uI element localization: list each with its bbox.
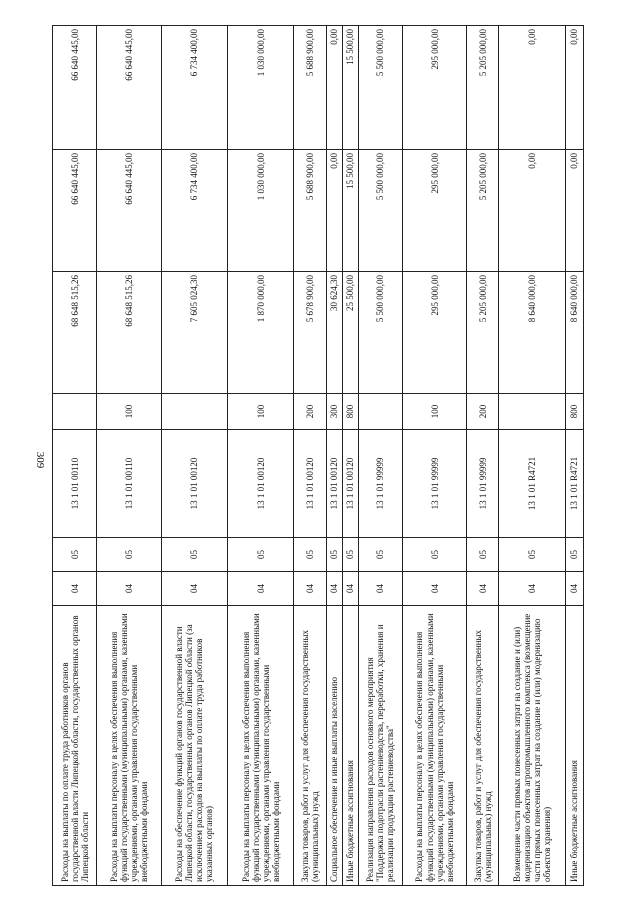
section-code: 04 bbox=[326, 572, 342, 606]
expense-name: Иные бюджетные ассигнования bbox=[342, 606, 358, 886]
amount-3: 66 640 445,00 bbox=[97, 26, 161, 150]
table-row bbox=[358, 26, 402, 886]
table-row bbox=[53, 26, 97, 886]
amount-2: 6 734 400,00 bbox=[161, 150, 227, 272]
amount-1: 295 000,00 bbox=[402, 272, 466, 394]
section-code: 04 bbox=[467, 572, 499, 606]
amount-3: 5 205 000,00 bbox=[467, 26, 499, 150]
subsection-code: 05 bbox=[294, 538, 326, 572]
subsection-code: 05 bbox=[467, 538, 499, 572]
target-article-code: 13 1 01 00120 bbox=[294, 430, 326, 538]
section-code: 04 bbox=[358, 572, 402, 606]
expense-type-code: 100 bbox=[402, 394, 466, 430]
amount-3: 0,00 bbox=[499, 26, 565, 150]
section-code: 04 bbox=[294, 572, 326, 606]
amount-3: 1 030 000,00 bbox=[227, 26, 293, 150]
table-row bbox=[499, 26, 565, 886]
amount-2: 5 500 000,00 bbox=[358, 150, 402, 272]
amount-2: 5 205 000,00 bbox=[467, 150, 499, 272]
amount-2: 66 640 445,00 bbox=[97, 150, 161, 272]
section-code: 04 bbox=[97, 572, 161, 606]
amount-1: 8 640 000,00 bbox=[499, 272, 565, 394]
expense-name: Расходы на выплаты персоналу в целях обеспечения выполнения функций государственными (муниципальными) органами, казенными учреждениями, органами управления государственными внебюджетными фондами bbox=[402, 606, 466, 886]
section-code: 04 bbox=[227, 572, 293, 606]
target-article-code: 13 1 01 R4721 bbox=[565, 430, 583, 538]
target-article-code: 13 1 01 00120 bbox=[227, 430, 293, 538]
subsection-code: 05 bbox=[53, 538, 97, 572]
target-article-code: 13 1 01 00120 bbox=[326, 430, 342, 538]
amount-2: 295 000,00 bbox=[402, 150, 466, 272]
amount-1: 30 624,30 bbox=[326, 272, 342, 394]
amount-2: 0,00 bbox=[499, 150, 565, 272]
table-row bbox=[294, 26, 326, 886]
expense-type-code bbox=[499, 394, 565, 430]
subsection-code: 05 bbox=[499, 538, 565, 572]
amount-3: 15 500,00 bbox=[342, 26, 358, 150]
subsection-code: 05 bbox=[326, 538, 342, 572]
subsection-code: 05 bbox=[227, 538, 293, 572]
amount-2: 0,00 bbox=[565, 150, 583, 272]
section-code: 04 bbox=[161, 572, 227, 606]
expense-name: Закупка товаров, работ и услуг для обеспечения государственных (муниципальных) нужд bbox=[294, 606, 326, 886]
expense-type-code: 200 bbox=[294, 394, 326, 430]
amount-1: 68 648 515,26 bbox=[53, 272, 97, 394]
amount-3: 5 500 000,00 bbox=[358, 26, 402, 150]
target-article-code: 13 1 01 99999 bbox=[358, 430, 402, 538]
table-row bbox=[227, 26, 293, 886]
amount-3: 295 000,00 bbox=[402, 26, 466, 150]
expense-name: Расходы на выплаты по оплате труда работников органов государственной власти Липецкой области, государственных органов Липецкой области bbox=[53, 606, 97, 886]
expense-name: Иные бюджетные ассигнования bbox=[565, 606, 583, 886]
expense-name: Закупка товаров, работ и услуг для обеспечения государственных (муниципальных) нужд bbox=[467, 606, 499, 886]
budget-table-wrapper bbox=[52, 26, 584, 886]
expense-type-code: 200 bbox=[467, 394, 499, 430]
amount-1: 5 205 000,00 bbox=[467, 272, 499, 394]
table-row bbox=[402, 26, 466, 886]
subsection-code: 05 bbox=[358, 538, 402, 572]
table-row bbox=[565, 26, 583, 886]
section-code: 04 bbox=[499, 572, 565, 606]
expense-name: Возмещение части прямых понесенных затрат на создание и (или) модернизацию объектов агропромышленного комплекса (возмещение части прямых понесенных затрат на создание и (или) модернизацию объектов хранения) bbox=[499, 606, 565, 886]
section-code: 04 bbox=[402, 572, 466, 606]
subsection-code: 05 bbox=[565, 538, 583, 572]
budget-table bbox=[52, 25, 584, 886]
page-number: 309 bbox=[34, 451, 46, 469]
expense-type-code bbox=[358, 394, 402, 430]
expense-name: Расходы на выплаты персоналу в целях обеспечения выполнения функций государственными (муниципальными) органами, казенными учреждениями, органами управления государственными внебюджетными фондами bbox=[227, 606, 293, 886]
subsection-code: 05 bbox=[97, 538, 161, 572]
amount-1: 7 605 024,30 bbox=[161, 272, 227, 394]
expense-name: Расходы на обеспечение функций органов государственной власти Липецкой области, государственных органов Липецкой области (за исключением расходов на выплаты по оплате труда работников указанных органов) bbox=[161, 606, 227, 886]
amount-3: 6 734 400,00 bbox=[161, 26, 227, 150]
section-code: 04 bbox=[53, 572, 97, 606]
target-article-code: 13 1 01 00110 bbox=[53, 430, 97, 538]
target-article-code: 13 1 01 00120 bbox=[161, 430, 227, 538]
target-article-code: 13 1 01 99999 bbox=[402, 430, 466, 538]
expense-name: Расходы на выплаты персоналу в целях обеспечения выполнения функций государственными (муниципальными) органами, казенными учреждениями, органами управления государственными внебюджетными фондами bbox=[97, 606, 161, 886]
expense-name: Социальное обеспечение и иные выплаты населению bbox=[326, 606, 342, 886]
amount-1: 5 678 900,00 bbox=[294, 272, 326, 394]
target-article-code: 13 1 01 00110 bbox=[97, 430, 161, 538]
amount-2: 1 030 000,00 bbox=[227, 150, 293, 272]
section-code: 04 bbox=[342, 572, 358, 606]
budget-table-body bbox=[53, 26, 584, 886]
amount-1: 25 500,00 bbox=[342, 272, 358, 394]
subsection-code: 05 bbox=[161, 538, 227, 572]
table-row bbox=[161, 26, 227, 886]
amount-3: 66 640 445,00 bbox=[53, 26, 97, 150]
amount-1: 68 648 515,26 bbox=[97, 272, 161, 394]
target-article-code: 13 1 01 R4721 bbox=[499, 430, 565, 538]
expense-type-code: 800 bbox=[565, 394, 583, 430]
expense-type-code bbox=[53, 394, 97, 430]
target-article-code: 13 1 01 00120 bbox=[342, 430, 358, 538]
target-article-code: 13 1 01 99999 bbox=[467, 430, 499, 538]
amount-3: 0,00 bbox=[326, 26, 342, 150]
table-row bbox=[97, 26, 161, 886]
expense-type-code bbox=[161, 394, 227, 430]
table-row bbox=[467, 26, 499, 886]
amount-3: 5 688 900,00 bbox=[294, 26, 326, 150]
amount-2: 0,00 bbox=[326, 150, 342, 272]
amount-3: 0,00 bbox=[565, 26, 583, 150]
subsection-code: 05 bbox=[342, 538, 358, 572]
expense-type-code: 100 bbox=[227, 394, 293, 430]
subsection-code: 05 bbox=[402, 538, 466, 572]
amount-2: 15 500,00 bbox=[342, 150, 358, 272]
amount-2: 66 640 445,00 bbox=[53, 150, 97, 272]
amount-1: 1 870 000,00 bbox=[227, 272, 293, 394]
amount-1: 5 500 000,00 bbox=[358, 272, 402, 394]
expense-type-code: 800 bbox=[342, 394, 358, 430]
table-row bbox=[326, 26, 342, 886]
amount-1: 8 640 000,00 bbox=[565, 272, 583, 394]
section-code: 04 bbox=[565, 572, 583, 606]
expense-type-code: 300 bbox=[326, 394, 342, 430]
amount-2: 5 688 900,00 bbox=[294, 150, 326, 272]
expense-name: Реализация направления расходов основного мероприятия "Поддержка подотрасли растениеводства, переработки, хранения и реализации продукции растениеводства" bbox=[358, 606, 402, 886]
table-row bbox=[342, 26, 358, 886]
expense-type-code: 100 bbox=[97, 394, 161, 430]
